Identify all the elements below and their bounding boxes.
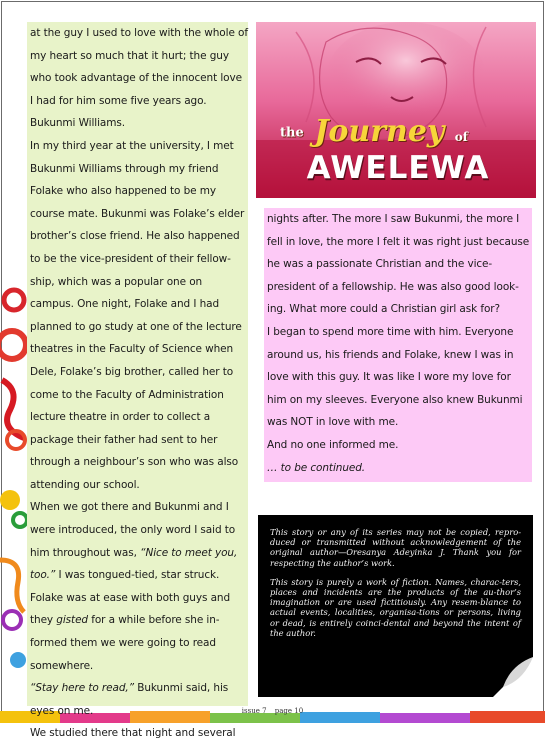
banner-script-title bbox=[280, 114, 468, 149]
fiction-disclaimer: This story is purely a work of fiction. Names, charac-ters, places and incidents are the products of the au-thor’s imagination or are used fictitiously. Any resem-blance to actual events, localities, organisa-tions or persons, living or dead, is entirely coinci-dental and beyond the intent of the author. bbox=[270, 576, 521, 638]
paragraph-text: When we got there and Bukunmi and I were introduced, the only word I said to him throughout was, bbox=[30, 501, 236, 559]
paragraph-text: I was tongued-tied, star struck. Folake was at ease with both guys and they bbox=[30, 569, 231, 627]
quote-stay-here: “Stay here to read,” bbox=[30, 682, 134, 695]
word-gisted: gisted bbox=[56, 614, 88, 627]
paragraph-text: for a while before she in-formed them we were going to read somewhere. bbox=[30, 614, 220, 672]
paragraph-text: Bukunmi said, his eyes on me. bbox=[30, 682, 229, 717]
copyright-text: This story or any of its series may not be copied, repro-duced or transmitted without acknowledgement of the original author—Oresanya Adeyinka J. Thank you for respecting the author’s work. bbox=[270, 527, 521, 568]
right-text-column bbox=[264, 208, 532, 482]
paragraph: I began to spend more time with him. Everyone around us, his friends and Folake, knew I was in love with this guy. It was like I wore my love for him on my sleeves. Everyone also knew Bukunmi was NOT in love with me. bbox=[267, 325, 523, 429]
banner-word-journey: Journey bbox=[314, 114, 445, 149]
right-column-text bbox=[264, 208, 532, 479]
paragraph: In my third year at the university, I met Bukunmi Williams through my friend Folake who also happened to be my course mate. Bukunmi was Folake’s elder brother’s close friend. He also happened to be the vice-president of their fellow-ship, which was a popular one on campus. One night, Folake and I had planned to go study at one of the lecture theatres in the Faculty of Science when Dele, Folake’s big brother, called her to come to the Faculty of Administration lecture theatre in order to collect a package their father had sent to her through a neighbour’s son who was also attending our school. bbox=[30, 139, 245, 491]
paragraph: nights after. The more I saw Bukunmi, the more I fell in love, the more I felt it was right just because he was a passionate Christian and the vice-president of a fellowship. He was also good look-ing. What more could a Christian girl ask for? bbox=[267, 213, 530, 316]
story-title-banner bbox=[256, 22, 536, 198]
paragraph bbox=[30, 677, 248, 722]
banner-main-title: AWELEWA bbox=[306, 150, 490, 186]
banner-word-the: the bbox=[280, 125, 304, 141]
copyright-notice-box bbox=[258, 515, 533, 697]
page-number: page 10 bbox=[274, 707, 304, 715]
page-footer bbox=[0, 707, 545, 715]
paragraph: Bukunmi Williams. bbox=[30, 117, 125, 130]
left-column-text bbox=[27, 22, 248, 745]
to-be-continued: … to be continued. bbox=[267, 461, 366, 474]
page-curl-icon bbox=[493, 657, 533, 697]
paragraph bbox=[30, 496, 248, 677]
left-text-column bbox=[27, 22, 248, 740]
paragraph: We studied there that night and several bbox=[30, 727, 236, 740]
paragraph: at the guy I used to love with the whole of my heart so much that it hurt; the guy who took advantage of the innocent love I had for him some five years ago. bbox=[30, 27, 248, 107]
issue-number: issue 7 bbox=[241, 707, 267, 715]
paragraph: And no one informed me. bbox=[267, 438, 399, 451]
quote-nice-to-meet-you: “Nice to meet you, too.” bbox=[30, 546, 238, 582]
banner-word-of: of bbox=[454, 130, 468, 144]
